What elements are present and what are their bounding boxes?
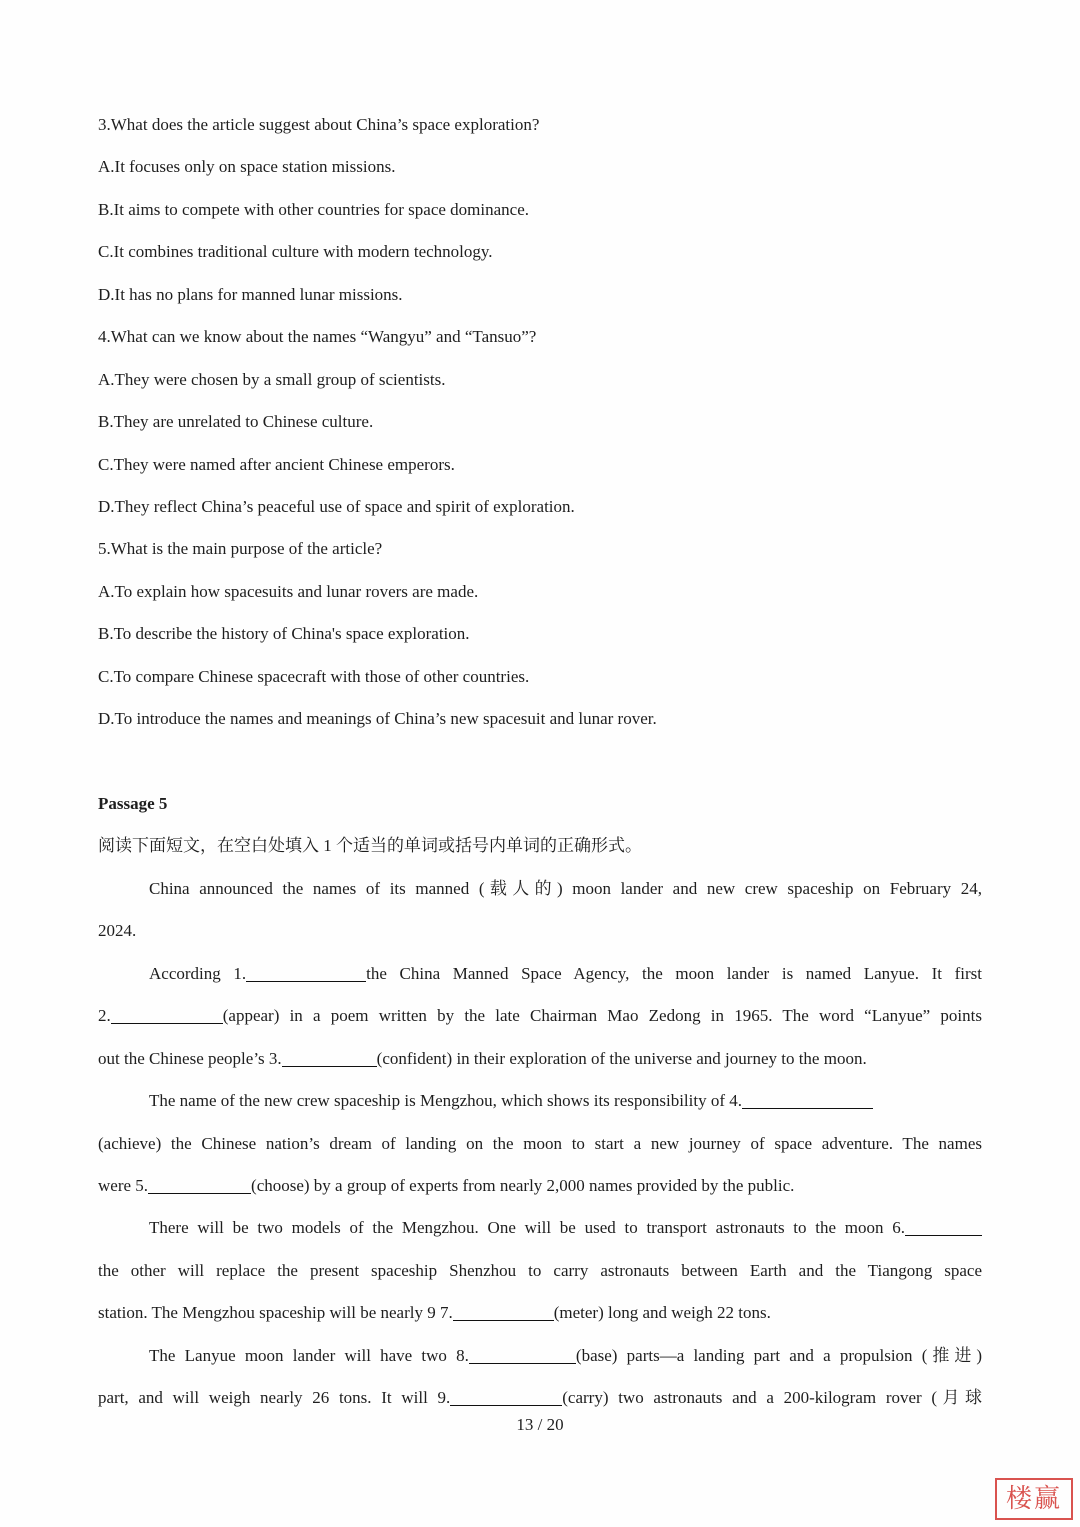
passage-text: (confident) in their exploration of the universe and journey to the moon. — [376, 1048, 867, 1068]
passage-instruction: 阅读下面短文，在空白处填入 1 个适当的单词或括号内单词的正确形式。 — [98, 836, 642, 856]
question-4-option-a: A.They were chosen by a small group of scientists. — [98, 369, 446, 389]
question-4-option-c: C.They were named after ancient Chinese emperors. — [98, 454, 455, 474]
blank-1 — [246, 966, 366, 982]
blank-3 — [282, 1051, 377, 1067]
section-spacer — [98, 741, 982, 783]
blank-2 — [111, 1008, 223, 1024]
watermark-logo: 楼赢 — [995, 1478, 1073, 1520]
passage-title: Passage 5 — [98, 794, 168, 813]
passage-text: (achieve) the Chinese nation’s dream of landing on the moon to start a new journey of space adventure. The names — [98, 1133, 982, 1153]
passage-text: There will be two models of the Mengzhou. One will be used to transport astronauts to the moon 6. — [149, 1218, 905, 1238]
passage-text: the China Manned Space Agency, the moon lander is named Lanyue. It first — [366, 963, 982, 983]
passage-line — [98, 1335, 982, 1377]
question-5-stem: 5.What is the main purpose of the article? — [98, 539, 383, 559]
passage-line — [98, 953, 982, 995]
passage-line — [98, 1292, 982, 1334]
page-number: 13 / 20 — [516, 1415, 564, 1434]
blank-8 — [469, 1348, 576, 1364]
question-5-option-a: A.To explain how spacesuits and lunar rovers are made. — [98, 581, 479, 601]
passage-text: China announced the names of its manned (载人的) moon lander and new crew spaceship on February 24, — [149, 878, 982, 898]
passage-text: The name of the new crew spaceship is Mengzhou, which shows its responsibility of 4. — [149, 1091, 742, 1111]
passage-line — [98, 868, 982, 910]
passage-text: (choose) by a group of experts from nearly 2,000 names provided by the public. — [251, 1175, 795, 1195]
blank-7 — [453, 1305, 554, 1321]
passage-line — [98, 910, 982, 952]
question-5-option-c: C.To compare Chinese spacecraft with those of other countries. — [98, 666, 530, 686]
passage-line — [98, 1123, 982, 1165]
passage-text: the other will replace the present spaceship Shenzhou to carry astronauts between Earth and the Tiangong space — [98, 1260, 982, 1280]
passage-line — [98, 995, 982, 1037]
passage-line — [98, 1038, 982, 1080]
passage-text: According 1. — [149, 963, 247, 983]
blank-6 — [905, 1220, 982, 1236]
question-3-option-a: A.It focuses only on space station missions. — [98, 157, 396, 177]
blank-5 — [148, 1178, 251, 1194]
passage-text: part, and will weigh nearly 26 tons. It will 9. — [98, 1388, 451, 1408]
passage-line — [98, 1080, 982, 1122]
passage-text: 2024. — [98, 921, 137, 941]
question-3-option-c: C.It combines traditional culture with modern technology. — [98, 242, 493, 262]
question-4-option-b: B.They are unrelated to Chinese culture. — [98, 412, 374, 432]
passage-text: (carry) two astronauts and a 200-kilogram rover (月球 — [562, 1388, 982, 1408]
passage-line — [98, 1207, 982, 1249]
question-5-option-b: B.To describe the history of China's space exploration. — [98, 624, 470, 644]
passage-text: 2. — [98, 1006, 111, 1026]
passage-line — [98, 1250, 982, 1292]
question-4-option-d: D.They reflect China’s peaceful use of space and spirit of exploration. — [98, 496, 575, 516]
question-5-option-d: D.To introduce the names and meanings of China’s new spacesuit and lunar rover. — [98, 709, 657, 729]
blank-4 — [742, 1093, 873, 1109]
page-content — [98, 104, 982, 1420]
passage-line — [98, 1377, 982, 1419]
question-3-stem: 3.What does the article suggest about China’s space exploration? — [98, 115, 540, 134]
passage-text: were 5. — [98, 1175, 149, 1195]
passage-text: (base) parts—a landing part and a propulsion (推进) — [575, 1345, 982, 1365]
passage-text: (meter) long and weigh 22 tons. — [553, 1303, 771, 1323]
passage-text: (appear) in a poem written by the late Chairman Mao Zedong in 1965. The word “Lanyue” points — [222, 1006, 982, 1026]
question-3-option-d: D.It has no plans for manned lunar missions. — [98, 284, 403, 304]
passage-text: The Lanyue moon lander will have two 8. — [149, 1345, 469, 1365]
question-3-option-b: B.It aims to compete with other countries for space dominance. — [98, 199, 530, 219]
question-4-stem: 4.What can we know about the names “Wangyu” and “Tansuo”? — [98, 327, 537, 347]
blank-9 — [450, 1390, 562, 1406]
passage-text: out the Chinese people’s 3. — [98, 1048, 282, 1068]
passage-text: station. The Mengzhou spaceship will be nearly 9 7. — [98, 1303, 453, 1323]
passage-line — [98, 1165, 982, 1207]
